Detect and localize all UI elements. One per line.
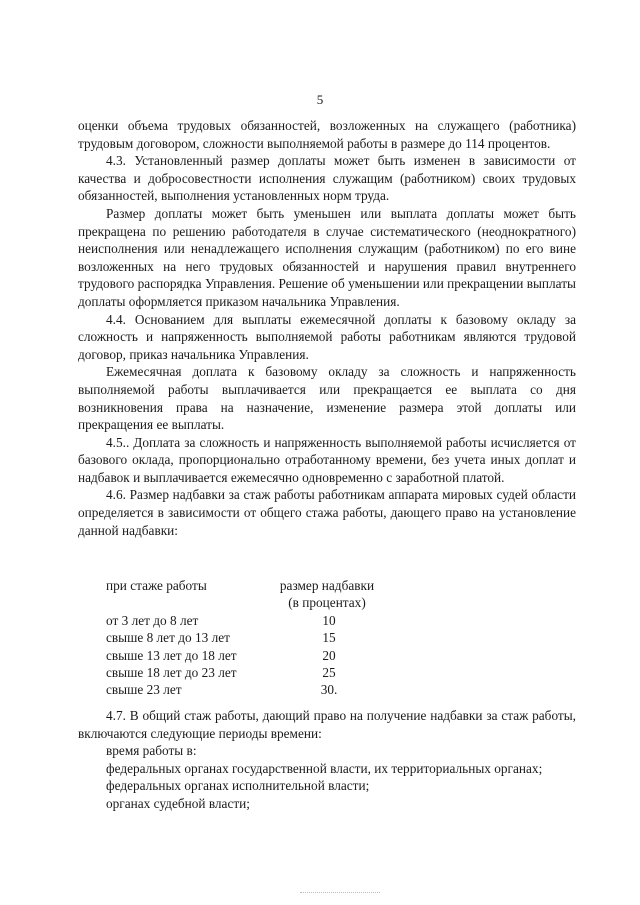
row-period: от 3 лет до 8 лет xyxy=(106,612,199,628)
paragraph-continuation: оценки объема трудовых обязанностей, возложенных на служащего (работника) трудовым договором, сложности выполняемой работы в размере до 114 процентов. xyxy=(78,118,576,151)
header-experience: при стаже работы xyxy=(106,578,207,593)
paragraph-4-6: 4.6. Размер надбавки за стаж работы работникам аппарата мировых судей области определяется в зависимости от общего стажа работы, дающего право на установление данной надбавки: xyxy=(78,487,576,538)
table-row xyxy=(106,612,406,629)
body-text xyxy=(78,117,576,539)
section-4-7 xyxy=(78,707,576,813)
list-item: федеральных органах государственной власти, их территориальных органах; xyxy=(106,760,543,776)
row-period: свыше 13 лет до 18 лет xyxy=(106,647,237,663)
footer-scan-mark xyxy=(300,892,380,895)
list-item: время работы в: xyxy=(106,743,197,759)
header-allowance xyxy=(272,577,382,612)
table-header xyxy=(106,577,406,612)
row-percent: 20 xyxy=(322,647,336,663)
paragraph-4-7: 4.7. В общий стаж работы, дающий право на получение надбавки за стаж работы, включаются следующие периоды времени: xyxy=(78,708,576,741)
row-percent: 30. xyxy=(320,682,338,698)
paragraph-4-3: 4.3. Установленный размер доплаты может быть изменен в зависимости от качества и добросовестности исполнения служащим (работником) своих трудовых обязанностей, выполнения установленных норм труда. xyxy=(78,153,576,204)
list-item: федеральных органах исполнительной власти; xyxy=(106,778,370,794)
table-row xyxy=(106,681,406,698)
header-allowance-line2: (в процентах) xyxy=(288,595,366,611)
paragraph-4-4: 4.4. Основанием для выплаты ежемесячной доплаты к базовому окладу за сложность и напряженность выполняемой работы работникам являются трудовой договор, приказ начальника Управления. xyxy=(78,311,576,362)
row-period: свыше 18 лет до 23 лет xyxy=(106,665,237,681)
paragraph-monthly-payment: Ежемесячная доплата к базовому окладу за сложность и напряженность выполняемой работы выплачивается или прекращается ее выплата со дня возникновения права на назначение, изменение размера этой доплаты или прекращения ее выплаты. xyxy=(78,364,576,433)
seniority-allowance-table xyxy=(106,577,406,699)
table-row xyxy=(106,629,406,646)
table-row xyxy=(106,647,406,664)
list-item: органах судебной власти; xyxy=(106,795,250,811)
paragraph-4-5: 4.5.. Доплата за сложность и напряженность выполняемой работы исчисляется от базового оклада, пропорционально отработанному времени, без учета иных доплат и надбавок и выплачивается ежемесячно одновременно с заработной платой. xyxy=(78,434,576,485)
row-percent: 10 xyxy=(322,612,336,628)
page-number: 5 xyxy=(316,92,324,107)
header-allowance-line1: размер надбавки xyxy=(279,578,375,593)
row-period: свыше 8 лет до 13 лет xyxy=(106,630,230,646)
row-period: свыше 23 лет xyxy=(106,682,182,698)
row-percent: 25 xyxy=(322,665,336,681)
paragraph-reduction: Размер доплаты может быть уменьшен или выплата доплаты может быть прекращена по решению работодателя в случае систематического (неоднократного) неисполнения или ненадлежащего исполнения служащим (работником) по его вине возложенных на него трудовых обязанностей и нарушения правил внутреннего трудового распорядка Управления. Решение об уменьшении или прекращении выплаты доплаты оформляется приказом начальника Управления. xyxy=(78,205,576,309)
table-row xyxy=(106,664,406,681)
row-percent: 15 xyxy=(322,630,336,646)
